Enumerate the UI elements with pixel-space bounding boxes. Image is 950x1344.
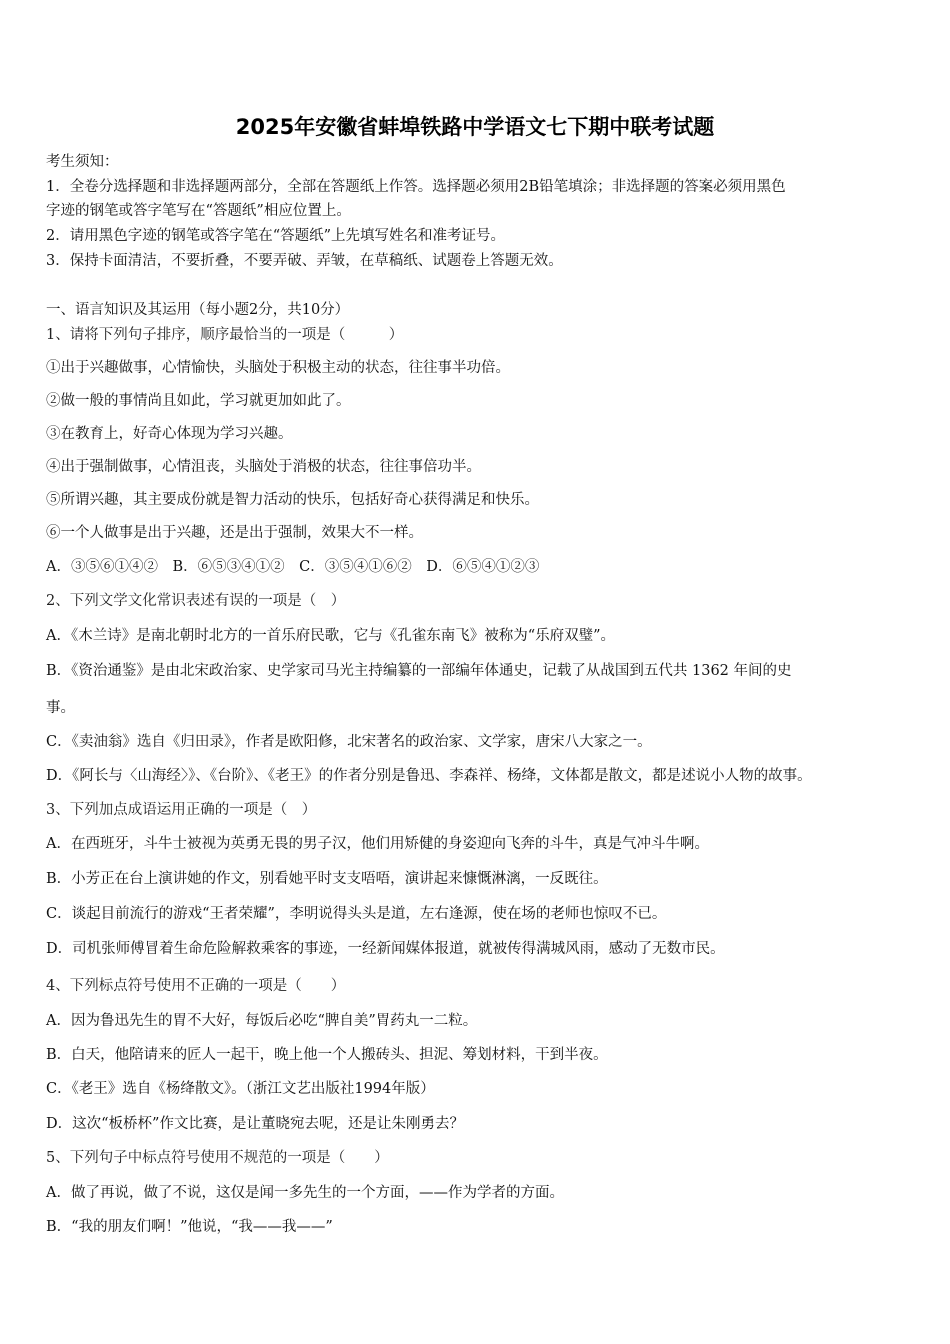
sentence-item: ②做一般的事情尚且如此，学习就更加如此了。	[46, 393, 351, 409]
notice-item: 2．请用黑色字迹的钢笔或答字笔在“答题纸”上先填写姓名和准考证号。	[46, 228, 506, 244]
sentence-item: ①出于兴趣做事，心情愉快，头脑处于积极主动的状态，往往事半功倍。	[46, 360, 510, 376]
option-item: B．“我的朋友们啊！”他说，“我——我——”	[46, 1219, 333, 1235]
notice-item: 1．全卷分选择题和非选择题两部分，全部在答题纸上作答。选择题必须用2B铅笔填涂；非选择题的答案必须用黑色	[46, 179, 786, 195]
question-stem-5: 5、下列句子中标点符号使用不规范的一项是（ ）	[46, 1150, 389, 1166]
option-item: B．《资治通鉴》是由北宋政治家、史学家司马光主持编纂的一部编年体通史，记载了从战国到五代共 1362 年间的史	[46, 663, 792, 679]
page-title: 2025年安徽省蚌埠铁路中学语文七下期中联考试题	[235, 115, 715, 139]
option-item: C．谈起目前流行的游戏“王者荣耀”，李明说得头头是道，左右逢源，使在场的老师也惊叹不已。	[46, 906, 667, 922]
option-item: A．因为鲁迅先生的胃不大好，每饭后必吃“脾自美”胃药丸一二粒。	[46, 1013, 478, 1029]
notice-heading: 考生须知：	[46, 154, 119, 170]
option-item: C．《老王》选自《杨绛散文》。（浙江文艺出版社1994年版）	[46, 1081, 435, 1097]
option-item: C．《卖油翁》选自《归田录》，作者是欧阳修，北宋著名的政治家、文学家，唐宋八大家之一。	[46, 734, 652, 750]
question-stem-1: 1、请将下列句子排序，顺序最恰当的一项是（ ）	[46, 327, 404, 343]
option-item: B．白天，他陪请来的匠人一起干，晚上他一个人搬砖头、担泥、筹划材料，干到半夜。	[46, 1047, 608, 1063]
option-item: A．在西班牙，斗牛士被视为英勇无畏的男子汉，他们用矫健的身姿迎向飞奔的斗牛，真是气冲斗牛啊。	[46, 836, 709, 852]
answer-options: A．③⑤⑥①④② B．⑥⑤③④①② C．③⑤④①⑥② D．⑥⑤④①②③	[46, 559, 540, 575]
option-item: D．司机张师傅冒着生命危险解救乘客的事迹，一经新闻媒体报道，就被传得满城风雨，感动了无数市民。	[46, 941, 725, 957]
option-item: D．《阿长与〈山海经〉》、《台阶》、《老王》的作者分别是鲁迅、李森祥、杨绛，文体都是散文，都是述说小人物的故事。	[46, 768, 812, 784]
sentence-item: ③在教育上，好奇心体现为学习兴趣。	[46, 426, 293, 442]
question-stem-2: 2、下列文学文化常识表述有误的一项是（ ）	[46, 593, 346, 609]
notice-item: 3．保持卡面清洁，不要折叠，不要弄破、弄皱，在草稿纸、试题卷上答题无效。	[46, 253, 563, 269]
option-item: B．小芳正在台上演讲她的作文，别看她平时支支唔唔，演讲起来慷慨淋漓，一反既往。	[46, 871, 608, 887]
sentence-item: ⑤所谓兴趣，其主要成份就是智力活动的快乐，包括好奇心获得满足和快乐。	[46, 492, 539, 508]
section-heading: 一、语言知识及其运用（每小题2分，共10分）	[46, 302, 350, 318]
option-item: D．这次“板桥杯”作文比赛，是让董晓宛去呢，还是让朱刚勇去？	[46, 1116, 464, 1132]
option-item: A．做了再说，做了不说，这仅是闻一多先生的一个方面，——作为学者的方面。	[46, 1185, 564, 1201]
option-item: A．《木兰诗》是南北朝时北方的一首乐府民歌，它与《孔雀东南飞》被称为“乐府双璧”。	[46, 628, 616, 644]
sentence-item: ⑥一个人做事是出于兴趣，还是出于强制，效果大不一样。	[46, 525, 423, 541]
question-stem-3: 3、下列加点成语运用正确的一项是（ ）	[46, 802, 317, 818]
sentence-item: ④出于强制做事，心情沮丧，头脑处于消极的状态，往往事倍功半。	[46, 459, 481, 475]
option-item: 事。	[46, 700, 75, 716]
notice-item: 字迹的钢笔或答字笔写在“答题纸”相应位置上。	[46, 203, 351, 219]
question-stem-4: 4、下列标点符号使用不正确的一项是（ ）	[46, 978, 346, 994]
